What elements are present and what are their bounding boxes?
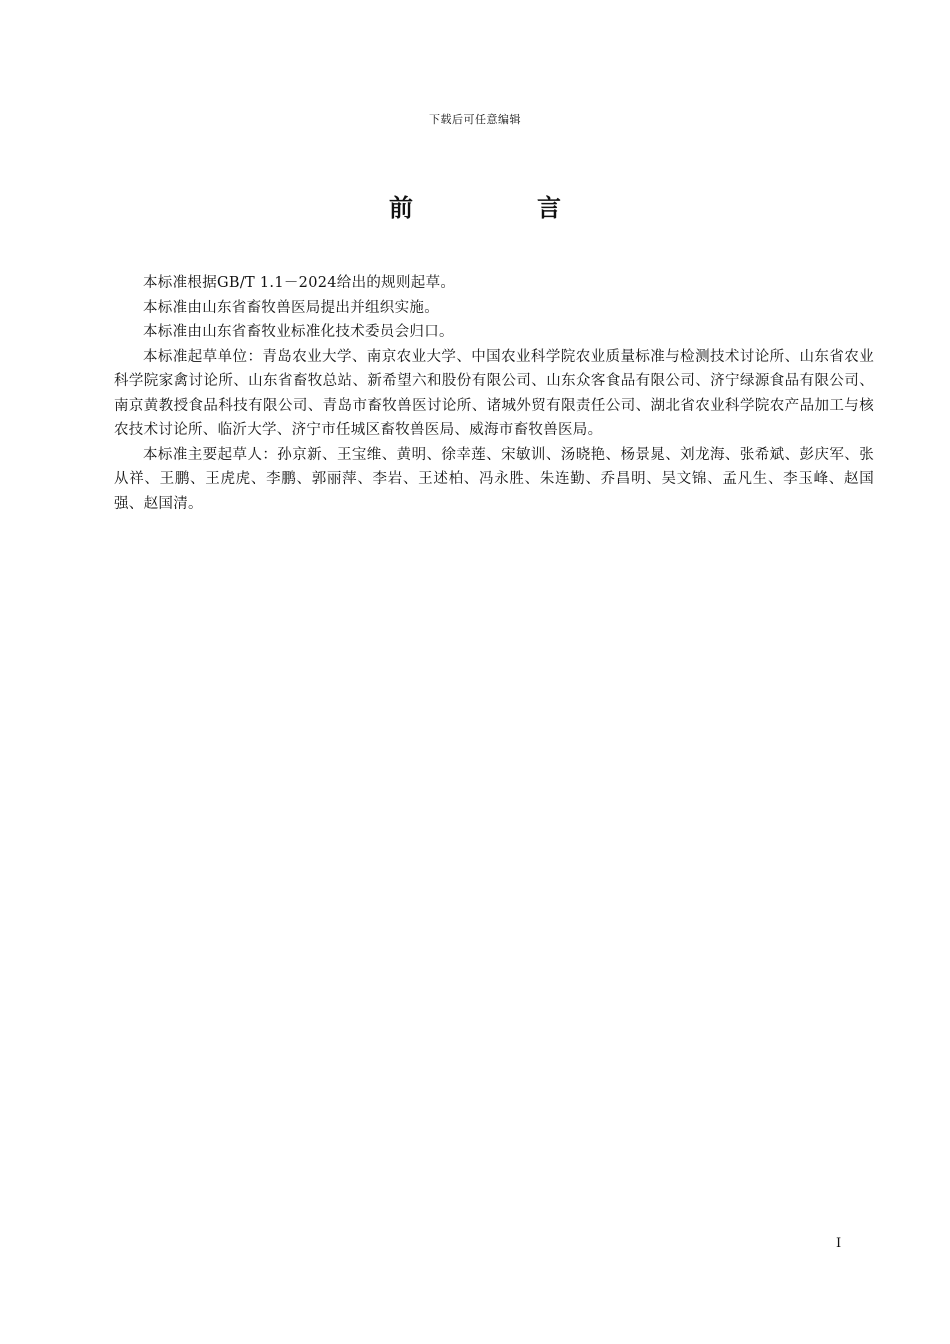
header-note: 下载后可任意编辑 (429, 113, 521, 126)
foreword-body (114, 271, 874, 516)
page-number: I (836, 1236, 842, 1251)
paragraph-drafters: 本标准主要起草人：孙京新、王宝维、黄明、徐幸莲、宋敏训、汤晓艳、杨景晁、刘龙海、张希斌、彭庆军、张从祥、王鹏、王虎虎、李鹏、郭丽萍、李岩、王述柏、冯永胜、朱连勤、乔昌明、吴文锦、孟凡生、李玉峰、赵国强、赵国清。 (114, 446, 874, 512)
paragraph-proposer: 本标准由山东省畜牧兽医局提出并组织实施。 (143, 299, 439, 316)
paragraph-drafting-units: 本标准起草单位：青岛农业大学、南京农业大学、中国农业科学院农业质量标准与检测技术讨论所、山东省农业科学院家禽讨论所、山东省畜牧总站、新希望六和股份有限公司、山东众客食品有限公司、济宁绿源食品有限公司、南京黄教授食品科技有限公司、青岛市畜牧兽医讨论所、诸城外贸有限责任公司、湖北省农业科学院农产品加工与核农技术讨论所、临沂大学、济宁市任城区畜牧兽医局、威海市畜牧兽医局。 (114, 348, 874, 438)
paragraph-committee: 本标准由山东省畜牧业标准化技术委员会归口。 (143, 324, 454, 340)
page-title: 前 言 (389, 194, 611, 222)
paragraph-drafting-rules: 本标准根据GB/T 1.1－2024给出的规则起草。 (143, 275, 456, 291)
